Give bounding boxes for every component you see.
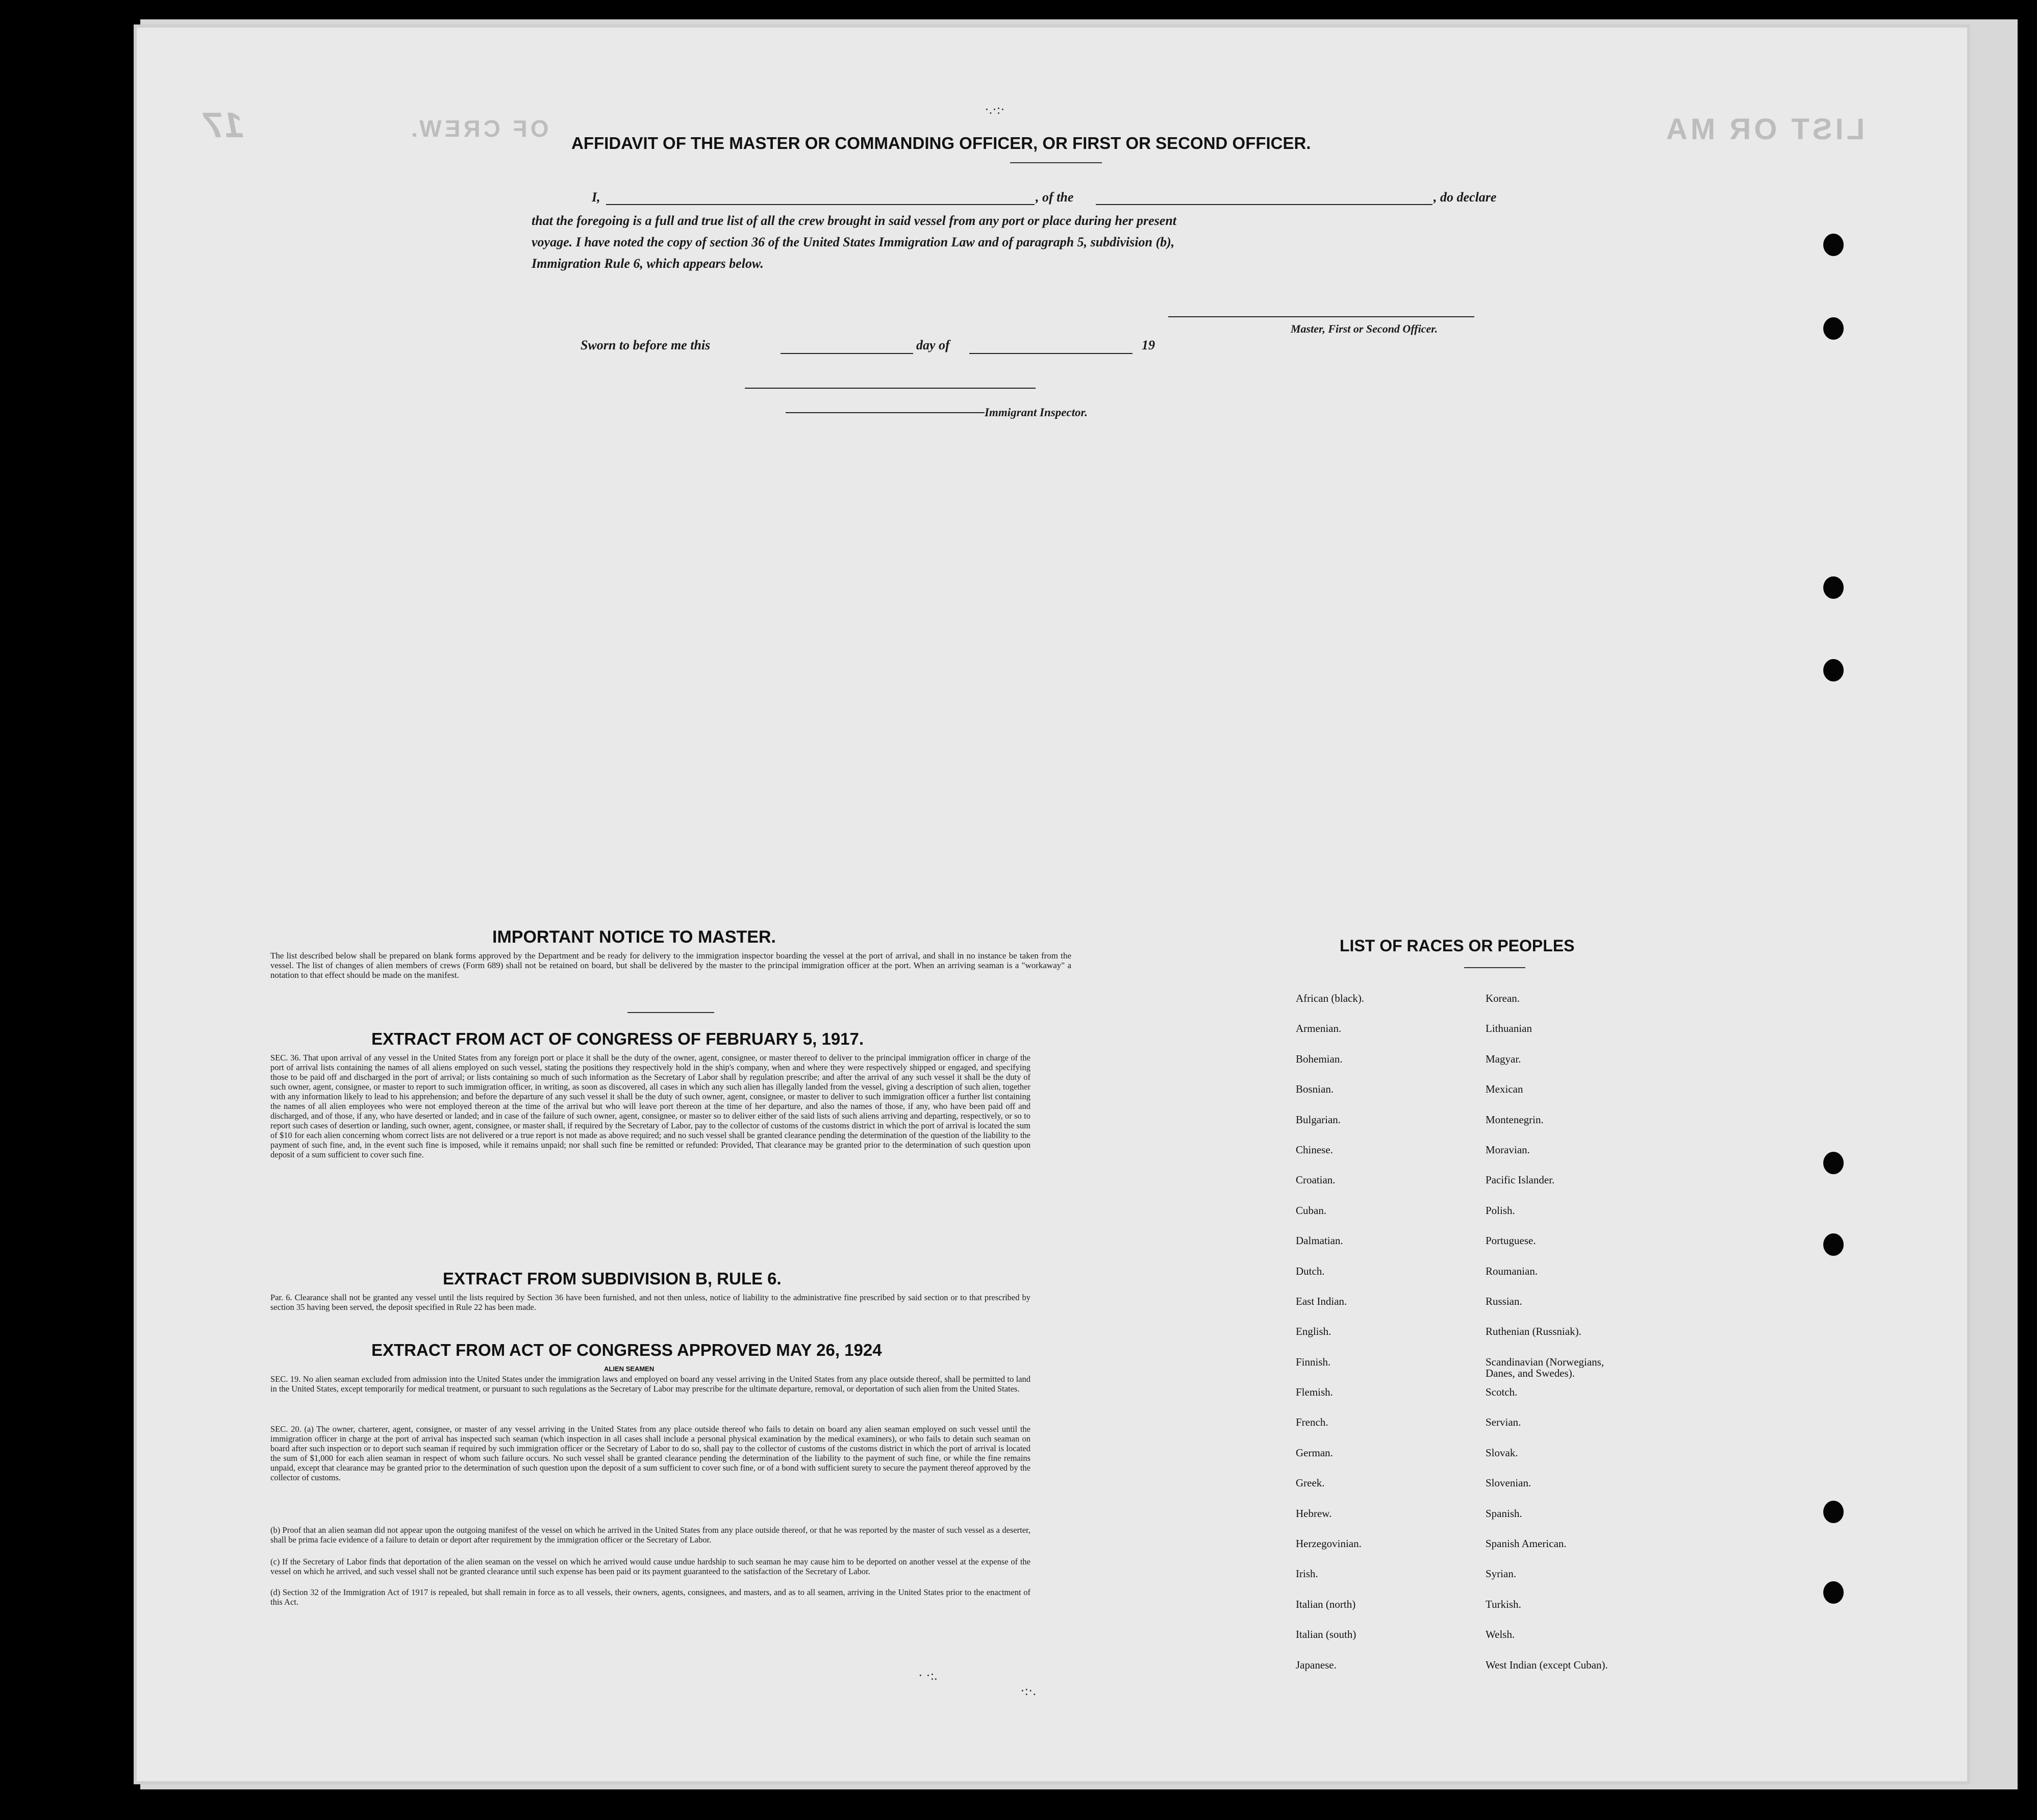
race-entry: Servian. (1486, 1416, 1521, 1429)
race-entry: Scotch. (1486, 1386, 1518, 1399)
race-entry: Hebrew. (1296, 1507, 1332, 1520)
sworn-day-field[interactable] (781, 353, 913, 354)
race-entry: Welsh. (1486, 1628, 1515, 1641)
binder-hole-4 (1823, 659, 1844, 681)
race-entry: Herzegovinian. (1296, 1537, 1362, 1550)
extract-1917-text: SEC. 36. That upon arrival of any vessel in the United States from any foreign port or place it shall be the duty of the owner, agent, consignee, or master thereof to deliver to the principal immigration officer in charge of the port of arrival lists containing the names of all aliens employed on such vessel, stating the positions they respectively hold in the ship's company, when and where they were respectively shipped or engaged, and specifying those to be paid off and discharged in the port of arrival; or lists containing so much of such information as the Secretary of Labor shall by regulation prescribe; and after the arrival of any such vessel it shall be the duty of such owner, agent, consignee, or master to report to such immigration officer, in writing, as soon as discovered, all cases in which any such alien has illegally landed from the vessel, giving a description of such alien, together with any information likely to lead to his apprehension; and before the departure of any such vessel it shall be the duty of such owner, agent, consignee, or master to deliver to such immigration officer a further list containing the names of all alien employees who were not employed thereon at the time of the arrival but who will leave port thereon at the time of her departure, and also the names of those, if any, who have been paid off and discharged, and of those, if any, who have deserted or landed; and in case of the failure of such owner, agent, consignee, or master so to deliver either of the said lists of such aliens arriving and departing, respectively, or so to report such cases of desertion or landing, such owner, agent, consignee, or master shall, if required by the Secretary of Labor, pay to the collector of customs of the customs district in which the port of arrival is located the sum of $10 for each alien concerning whom correct lists are not delivered or a true report is not made as above required; and no such vessel shall be granted clearance pending the determination of the question of the liability to the payment of such fine, and, in the event such fine is imposed, while it remains unpaid; nor shall such fine be remitted or refunded: Provided, That clearance may be granted prior to the determination of such question upon deposit of a sum sufficient to cover such fine. (270, 1053, 1030, 1159)
sworn-month-field[interactable] (969, 353, 1133, 354)
race-entry: East Indian. (1296, 1295, 1347, 1307)
race-entry: Japanese. (1296, 1658, 1337, 1671)
race-entry: Roumanian. (1486, 1265, 1538, 1277)
inspector-signature-field[interactable] (786, 412, 985, 413)
affiant-name-field[interactable] (606, 204, 1035, 205)
scan-blot: ·:·. (1020, 1683, 1037, 1698)
race-entry: Flemish. (1296, 1386, 1333, 1399)
affidavit-body-line-2: that the foregoing is a full and true list of all the crew brought in said vessel from any port or place during her present (532, 213, 1177, 228)
race-entry: Bosnian. (1296, 1083, 1334, 1096)
race-entry: Armenian. (1296, 1022, 1342, 1035)
race-entry: Pacific Islander. (1486, 1174, 1555, 1186)
affidavit-body-line-3: voyage. I have noted the copy of section 36 of the United States Immigration Law and of paragraph 5, subdivision (b), (532, 235, 1175, 249)
race-entry: Finnish. (1296, 1355, 1331, 1368)
race-entry: Spanish American. (1486, 1537, 1567, 1550)
master-signature-label: Master, First or Second Officer. (1291, 322, 1438, 335)
race-entry: Bulgarian. (1296, 1113, 1341, 1126)
race-entry: Polish. (1486, 1204, 1515, 1217)
notice-text: The list described below shall be prepared on blank forms approved by the Department and be ready for delivery to the immigration inspector boarding the vessel at the port of arrival, and shall in no instance be taken from the vessel. The list of changes of alien members of crews (Form 689) shall not be retained on board, but shall be delivered by the master to the principal immigration officer at the port. When an arriving seaman is a "workaway" a notation to that effect should be made on the manifest. (270, 951, 1071, 980)
race-entry: Mexican (1486, 1083, 1523, 1096)
races-title-rule (1464, 967, 1525, 968)
affidavit-of-the-label: , of the (1036, 190, 1074, 205)
binder-hole-5 (1823, 1152, 1844, 1174)
race-entry: Syrian. (1486, 1568, 1517, 1580)
extract-rule6-text: Par. 6. Clearance shall not be granted any vessel until the lists required by Section 36 have been furnished, and not then unless, notice of liability to the administrative fine prescribed by said section or to that prescribed by section 35 having been served, the deposit specified in Rule 22 has been made. (270, 1293, 1030, 1312)
race-entry: Italian (south) (1296, 1628, 1356, 1641)
race-entry: West Indian (except Cuban). (1486, 1658, 1608, 1671)
extract-1924-title: EXTRACT FROM ACT OF CONGRESS APPROVED MAY 26, 1924 (371, 1341, 882, 1359)
race-entry: Dalmatian. (1296, 1234, 1343, 1247)
race-entry: Greek. (1296, 1477, 1325, 1489)
extract-rule6-title: EXTRACT FROM SUBDIVISION B, RULE 6. (443, 1269, 782, 1288)
extract-1924-subtitle: ALIEN SEAMEN (604, 1365, 655, 1373)
races-left-column (1296, 993, 1364, 1689)
binder-hole-7 (1823, 1501, 1844, 1523)
affidavit-divider (745, 388, 1036, 389)
race-entry: English. (1296, 1325, 1331, 1338)
race-entry: Cuban. (1296, 1204, 1327, 1217)
inspector-label: Immigrant Inspector. (985, 406, 1088, 419)
year-prefix-label: 19 (1142, 338, 1155, 352)
race-entry: Scandinavian (Norwegians, Danes, and Swedes). (1486, 1355, 1604, 1379)
race-entry: Bohemian. (1296, 1052, 1343, 1065)
affidavit-i-label: I, (592, 190, 600, 205)
notice-rule (627, 1012, 714, 1013)
master-signature-field[interactable] (1168, 316, 1474, 317)
sworn-label: Sworn to before me this (581, 338, 711, 352)
extract-1924-sec20a: SEC. 20. (a) The owner, charterer, agent, consignee, or master of any vessel arriving in the United States from any place outside thereof who fails to detain on board any alien seaman employed on such vessel until the immigration officer in charge at the port of arrival has inspected such seaman (which inspection in all cases shall include a personal physical examination by the medical examiners), or who fails to detain such seaman on board after such inspection or to deport such seaman if required by such immigration officer or the Secretary of Labor to do so, shall pay to the collector of customs of the customs district in which the port of arrival is located the sum of $1,000 for each alien seaman in respect of whom such failure occurs. No such vessel shall be granted clearance pending the determination of the liability to the payment of such fine, or while the fine remains unpaid, except that clearance may be granted prior to the determination of such question upon the deposit of a sum sufficient to cover such fine, or of a bond with sufficient surety to secure the payment thereof approved by the collector of customs. (270, 1424, 1030, 1482)
binder-hole-2 (1823, 317, 1844, 340)
race-entry: Moravian. (1486, 1143, 1530, 1156)
extract-1924-sec20b: (b) Proof that an alien seaman did not appear upon the outgoing manifest of the vessel on which he arrived in the United States from any place outside thereof, or that he was reported by the master of such vessel as a deserter, shall be prima facie evidence of a failure to detain or deport after requirement by the immigration officer or the Secretary of Labor. (270, 1525, 1030, 1545)
races-right-column (1486, 993, 1608, 1689)
extract-1924-sec20c: (c) If the Secretary of Labor finds that deportation of the alien seaman on the vessel on which he arrived would cause undue hardship to such seaman he may cause him to be deported on another vessel at the expense of the vessel on which he arrived, and such vessel shall not be granted clearance until such expense has been paid or its payment guaranteed to the satisfaction of the Secretary of Labor. (270, 1557, 1030, 1576)
affidavit-title-rule (1010, 162, 1102, 163)
race-entry: Slovak. (1486, 1446, 1518, 1459)
affidavit-title: AFFIDAVIT OF THE MASTER OR COMMANDING OFFICER, OR FIRST OR SECOND OFFICER. (571, 134, 1311, 153)
bleed-through-crew: OF CREW. (408, 115, 549, 142)
race-entry: French. (1296, 1416, 1328, 1429)
bleed-through-title: LIST OR MA (1663, 113, 1865, 146)
race-entry: Croatian. (1296, 1174, 1336, 1186)
extract-1924-sec20d: (d) Section 32 of the Immigration Act of 1917 is repealed, but shall remain in force as to all vessels, their owners, agents, consignees, and masters, and as to all seamen, arriving in the United States prior to the enactment of this Act. (270, 1587, 1030, 1607)
race-entry: Turkish. (1486, 1598, 1521, 1610)
race-entry: German. (1296, 1446, 1333, 1459)
scan-blot: ·.·:· (985, 102, 1005, 117)
race-entry: Slovenian. (1486, 1477, 1531, 1489)
affidavit-declare-label: , do declare (1434, 190, 1497, 205)
race-entry: Lithuanian (1486, 1022, 1532, 1035)
notice-title: IMPORTANT NOTICE TO MASTER. (492, 927, 776, 947)
vessel-name-field[interactable] (1096, 204, 1432, 205)
day-of-label: day of (916, 338, 950, 352)
document-page (134, 24, 1970, 1784)
binder-hole-8 (1823, 1581, 1844, 1604)
race-entry: Russian. (1486, 1295, 1522, 1307)
scan-blot: · ·:. (918, 1668, 938, 1683)
affidavit-body-line-4: Immigration Rule 6, which appears below. (532, 256, 764, 271)
race-entry: Dutch. (1296, 1265, 1325, 1277)
race-entry: African (black). (1296, 992, 1365, 1004)
race-entry: Ruthenian (Russniak). (1486, 1325, 1581, 1338)
binder-hole-1 (1823, 234, 1844, 256)
race-entry: Magyar. (1486, 1052, 1521, 1065)
race-entry: Italian (north) (1296, 1598, 1356, 1610)
races-title: LIST OF RACES OR PEOPLES (1340, 937, 1575, 955)
race-entry: Chinese. (1296, 1143, 1333, 1156)
binder-hole-3 (1823, 576, 1844, 599)
race-entry: Montenegrin. (1486, 1113, 1544, 1126)
race-entry: Portuguese. (1486, 1234, 1536, 1247)
bleed-through-page-number: 17 (204, 105, 244, 145)
race-entry: Korean. (1486, 992, 1520, 1004)
race-entry: Irish. (1296, 1568, 1318, 1580)
extract-1917-title: EXTRACT FROM ACT OF CONGRESS OF FEBRUARY 5, 1917. (371, 1029, 864, 1048)
extract-1924-sec19: SEC. 19. No alien seaman excluded from admission into the United States under the immigration laws and employed on board any vessel arriving in the United States from any place outside thereof, shall be permitted to land in the United States, except temporarily for medical treatment, or pursuant to such regulations as the Secretary of Labor may prescribe for the ultimate departure, removal, or deportation of such alien from the United States. (270, 1374, 1030, 1394)
race-entry: Spanish. (1486, 1507, 1522, 1520)
binder-hole-6 (1823, 1233, 1844, 1256)
